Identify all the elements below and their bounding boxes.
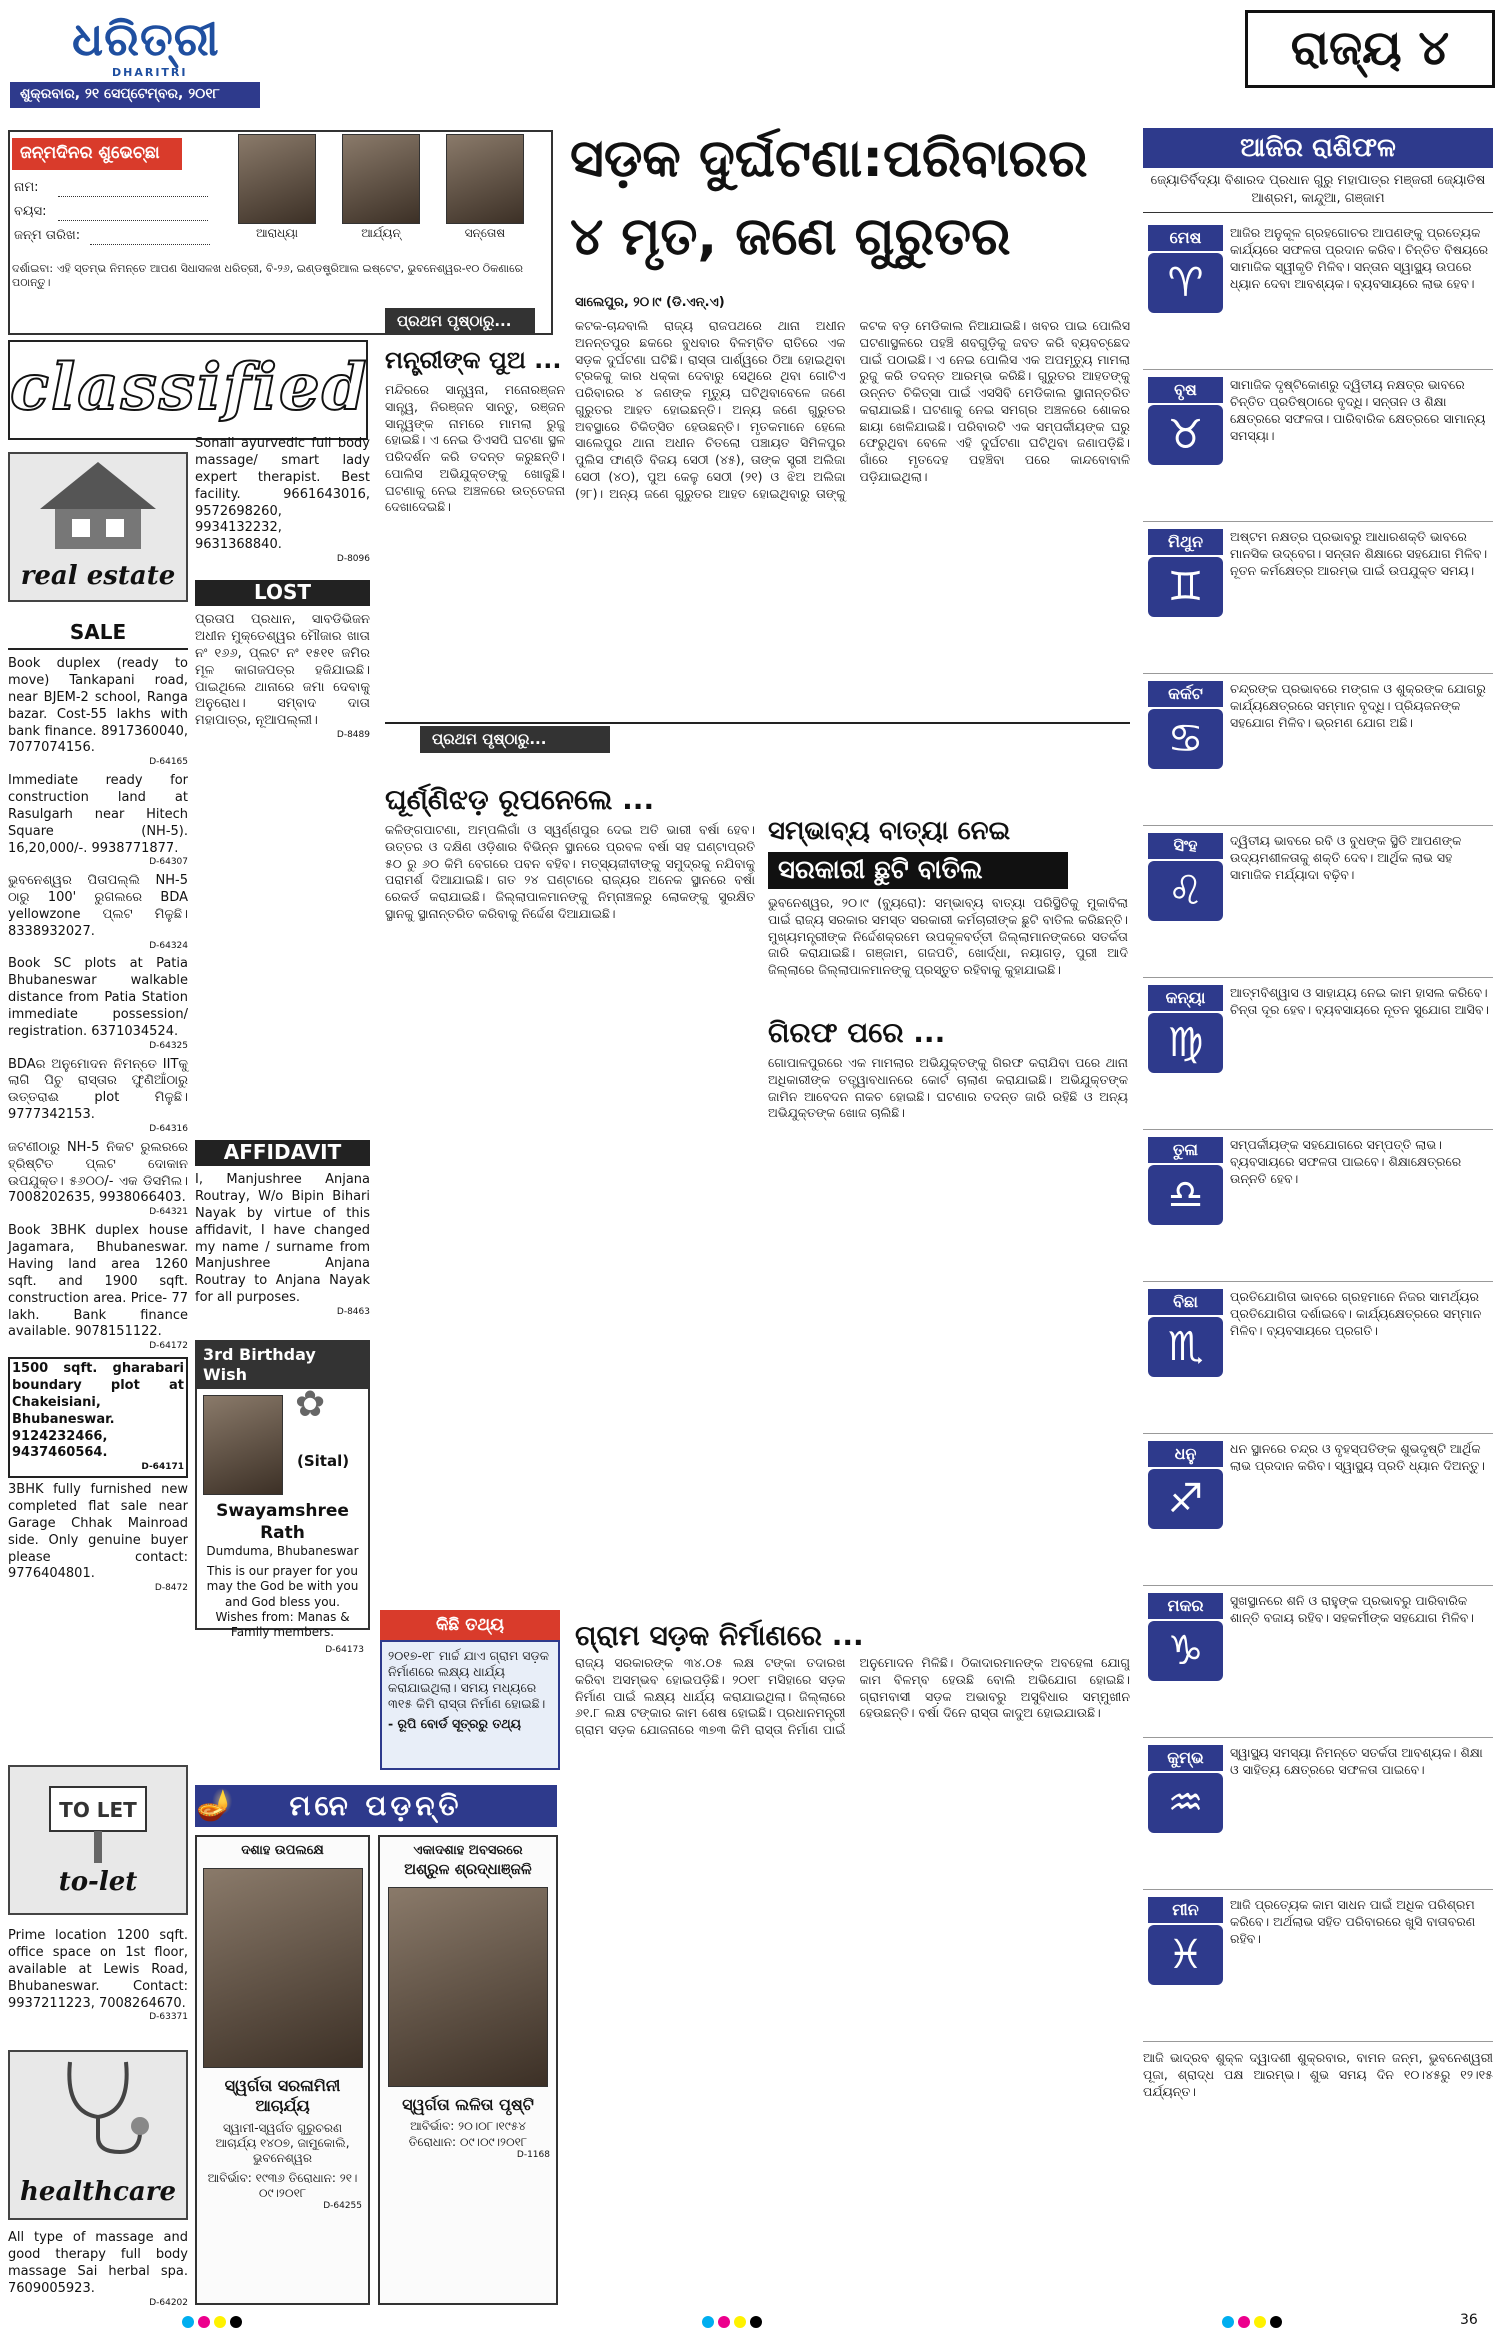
svg-text:TO LET: TO LET (59, 1798, 137, 1822)
massage-ad: Sonali ayurvedic full body massage/ smart lady expert therapist. Best facility. 9661643016, 9572698260, 9934132232, 9631368840. D-8096 (195, 436, 370, 565)
main-headline (570, 120, 1130, 290)
horoscope-sign-12 (1148, 1897, 1223, 1985)
horoscope-sign-name: ସିଂହ (1148, 833, 1223, 859)
horoscope-sign-8 (1148, 1289, 1223, 1377)
birthday-field-dob: ଜନ୍ମ ତାରିଖ: (14, 228, 81, 243)
facts-box-heading: କିଛି ତଥ୍ୟ (380, 1610, 560, 1640)
road-story-body: ରାଜ୍ୟ ସରକାରଙ୍କ ୩୪.୦୫ ଲକ୍ଷ ଟଙ୍କା ତଦାରଖ କରିବା ଅସମ୍ଭବ ହୋଇପଡ଼ିଛି। ୨୦୧୮ ମସିହାରେ ସଡ଼କ ନିର୍ମାଣ ପାଇଁ ଲକ୍ଷ୍ୟ ଧାର୍ଯ୍ୟ କରାଯାଇଥିଲା। ଜିଲ୍ଲାରେ ୬୧.୮ ଲକ୍ଷ ଟଙ୍କାର କାମ ଶେଷ ହୋଇଛି। ପ୍ରଧାନମନ୍ତ୍ରୀ ଗ୍ରାମ ସଡ଼କ ଯୋଜନାରେ ୩୭୩ କିମି ରାସ୍ତା ନିର୍ମାଣ ପାଇଁ ଅନୁମୋଦନ ମିଳିଛି। ଠିକାଦାରମାନଙ୍କ ଅବହେଳା ଯୋଗୁ କାମ ବିଳମ୍ବ ହେଉଛି ବୋଲି ଅଭିଯୋଗ ହୋଇଛି। ଗ୍ରାମବାସୀ ସଡ଼କ ଅଭାବରୁ ଅସୁବିଧାର ସମ୍ମୁଖୀନ ହେଉଛନ୍ତି। ବର୍ଷା ଦିନେ ରାସ୍ତା କାଦୁଅ ହୋଇଯାଉଛି। (575, 1655, 1130, 1737)
horoscope-sign-name: କୁମ୍ଭ (1148, 1745, 1223, 1771)
obituary-left-detail: ସ୍ୱାମୀ-ସ୍ୱର୍ଗତ ଗୁରୁଚରଣ ଆଚାର୍ଯ୍ୟ ୧୪୦୭, ଜାମୁକୋଲି, ଭୁବନେଶ୍ୱର (215, 2120, 350, 2166)
horoscope-sign-5 (1148, 833, 1223, 921)
horoscope-sign-10 (1148, 1593, 1223, 1681)
birthday-photo-1 (238, 134, 316, 224)
birthday-footer: ଦର୍ଶାଇବା: ଏହି ସ୍ତମ୍ଭ ନିମନ୍ତେ ଆପଣ ସିଧାସଳଖ ଧରିତ୍ରୀ, ବି-୨୬, ଇଣ୍ଡଷ୍ଟ୍ରିଆଲ ଇଷ୍ଟେଟ, ଭୁବନେଶ୍ୱର-୧୦ ଠିକଣାରେ ପଠାନ୍ତୁ। (12, 262, 523, 290)
horoscope-text: ଧନ ସ୍ଥାନରେ ଚନ୍ଦ୍ର ଓ ବୃହସ୍ପତିଙ୍କ ଶୁଭଦୃଷ୍ଟି ଆର୍ଥିକ ଲାଭ ପ୍ରଦାନ କରିବ। ସ୍ୱାସ୍ଥ୍ୟ ପ୍ରତି ଧ୍ୟାନ ଦିଅନ୍ତୁ। (1230, 1441, 1485, 1473)
horoscope-text: ସାମାଜିକ ଦୃଷ୍ଟିକୋଣରୁ ଦ୍ୱିତୀୟ ନକ୍ଷତ୍ର ଭାବରେ ଚିନ୍ତିତ ପ୍ରତିଷ୍ଠାରେ ବୃଦ୍ଧି। ସନ୍ତାନ ଓ ଶିକ୍ଷା କ୍ଷେତ୍ରରେ ସଫଳତା। ପାରିବାରିକ କ୍ଷେତ୍ରରେ ସାମାନ୍ୟ ସମସ୍ୟା। (1230, 377, 1486, 443)
lost-ad: ପ୍ରତାପ ପ୍ରଧାନ, ସାବଡିଭିଜନ ଅଧୀନ ମୁକ୍ତେଶ୍ୱର ମୌଜାର ଖାତା ନଂ ୧୬୬, ପ୍ଲଟ ନଂ ୧୫୧୧ ଜମିର ମୂଳ କାଗଜପତ୍ର ହଜିଯାଇଛି। ପାଇଥିଲେ ଥାନାରେ ଜମା ଦେବାକୁ ଅନୁରୋଧ। ସମ୍ବାଦ ଦାତା ମହାପାତ୍ର, ନୂଆପଲ୍ଲୀ। D-8489 (195, 612, 370, 741)
classified-ad: ଜଟଣୀଠାରୁ NH-5 ନିକଟ ରୁଲରରେ ହ୍ରିଷ୍ଟିତ ପ୍ଲଟ ଦୋକାନ ଉପଯୁକ୍ତ। ୫୬୦୦/- ଏକ ଡିସମିଲ। 7008202635, 9938066403. D-64321 (8, 1139, 188, 1218)
birthday-photo-3-caption: ସନ୍ତୋଷ (464, 226, 506, 240)
main-story-body: କଟକ-ଚାନ୍ଦବାଲି ରାଜ୍ୟ ରାଜପଥରେ ଥାନା ଅଧୀନ ଅନନ୍ତପୁର ଛକରେ ବୁଧବାର ବିଳମ୍ବିତ ରାତିରେ ଏକ ସଡ଼କ ଦୁର୍ଘଟଣା ଘଟିଛି। ରାସ୍ତା ପାର୍ଶ୍ୱରେ ଠିଆ ହୋଇଥିବା ଟ୍ରକକୁ କାର ଧକ୍କା ଦେବାରୁ ସେଥିରେ ଥିବା ଗୋଟିଏ ପରିବାରର ୪ ଜଣଙ୍କ ମୃତ୍ୟୁ ଘଟିଥିବାବେଳେ ଜଣେ ଗୁରୁତର ଆହତ ହୋଇଛନ୍ତି। ଅନ୍ୟ ଜଣେ ଗୁରୁତର ଅବସ୍ଥାରେ ଚିକିତ୍ସିତ ହେଉଛନ୍ତି। ମୃତକମାନେ ହେଲେ ସାଲେପୁର ଥାନା ଅଧୀନ ଚିତଲୋ ପଞ୍ଚାୟତ ସିମିଳପୁର ପୁଲିସ ଫାଣ୍ଡି ବିଜୟ ସେଠୀ (୪୫), ତାଙ୍କ ସ୍ତ୍ରୀ ଅଲିଜା ସେଠୀ (୪୦), ପୁଅ କେଳୁ ସେଠୀ (୨୧) ଓ ଝିଅ ଅଲିଜା (୨୮)। ଅନ୍ୟ ଜଣେ ଗୁରୁତର ଆହତ ହୋଇଥିବାରୁ ତାଙ୍କୁ କଟକ ବଡ଼ ମେଡିକାଲ ନିଆଯାଇଛି। ଖବର ପାଇ ପୋଲିସ ଘଟଣାସ୍ଥଳରେ ପହଞ୍ଚି ଶବଗୁଡ଼ିକୁ ଜବତ କରି ବ୍ୟବଚ୍ଛେଦ ପାଇଁ ପଠାଇଛି। ଏ ନେଇ ପୋଲିସ ଏକ ଅପମୃତ୍ୟୁ ମାମଲା ରୁଜୁ କରି ତଦନ୍ତ ଆରମ୍ଭ କରିଛି। ଗୁରୁତର ଆହତଙ୍କୁ ଉନ୍ନତ ଚିକିତ୍ସା ପାଇଁ ଏସସିବି ମେଡିକାଲ ସ୍ଥାନାନ୍ତରିତ କରାଯାଇଛି। ଘଟଣାକୁ ନେଇ ସମଗ୍ର ଅଞ୍ଚଳରେ ଶୋକର ଛାୟା ଖେଳିଯାଇଛି। ପରିବାରଟି ଏକ ସମ୍ପର୍କୀୟଙ୍କ ଘରୁ ଫେରୁଥିବା ବେଳେ ଏହି ଦୁର୍ଘଟଣା ଘଟିଥିବା ଜଣାପଡ଼ିଛି। ଗାଁରେ ମୃତଦେହ ପହଞ୍ଚିବା ପରେ କାନ୍ଦବୋବାଳି ପଡ଼ିଯାଇଥିଲା। (575, 318, 1130, 501)
horoscope-sign-1 (1148, 225, 1223, 313)
minister-story-head: ମନ୍ତ୍ରୀଙ୍କ ପୁଅ ... (385, 346, 562, 374)
main-headline-line-2: ୪ ମୃତ, ଜଣେ ଗୁରୁତର (570, 207, 1011, 267)
obituary-right-name: ସ୍ୱର୍ଗତା ଲଳିତା ପୃଷ୍ଟି (402, 2094, 534, 2114)
horoscope-text: ପ୍ରତିଯୋଗିତା ଭାବରେ ଗ୍ରହମାନେ ନିଜର ସାମର୍ଥ୍ୟର ପ୍ରତିଯୋଗିତା ଦର୍ଶାଇବେ। କାର୍ଯ୍ୟକ୍ଷେତ୍ରରେ ସମ୍ମାନ ମିଳିବ। ବ୍ୟବସାୟରେ ପ୍ରଗତି। (1230, 1289, 1482, 1338)
obituary-left: ଦଶାହ ଉପଲକ୍ଷେ ସ୍ୱର୍ଗତା ସରଳାମିନୀ ଆଚାର୍ଯ୍ୟ ସ୍ୱାମୀ-ସ୍ୱର୍ଗତ ଗୁରୁଚରଣ ଆଚାର୍ଯ୍ୟ ୧୪୦୭, ଜାମୁକୋଲି, ଭୁବନେଶ୍ୱର ଆବିର୍ଭାବ: ୧୯୩୬ ତିରୋଧାନ: ୨୧।୦୯।୨୦୧୮ D-64255 (195, 1835, 370, 2305)
obituary-right-occasion: ଏକାଦଶାହ ଅବସରରେ (413, 1843, 523, 1858)
horoscope-sign-name: ବିଛା (1148, 1289, 1223, 1315)
issue-date: ଶୁକ୍ରବାର, ୨୧ ସେପ୍ଟେମ୍ବର, ୨୦୧୮ (10, 82, 260, 108)
newspaper-logo-sub: DHARITRI (112, 66, 188, 79)
obituary-left-occasion: ଦଶାହ ଉପଲକ୍ଷେ (241, 1843, 324, 1858)
horoscope-sign-name: ମିଥୁନ (1148, 529, 1223, 555)
obituary-right-photo (388, 1887, 548, 2087)
obituary-right: ଏକାଦଶାହ ଅବସରରେ ଅଶ୍ରୁଳ ଶ୍ରଦ୍ଧାଞ୍ଜଳି ସ୍ୱର୍ଗତା ଲଳିତା ପୃଷ୍ଟି ଆବିର୍ଭାବ: ୨୦।୦୮।୧୯୫୪ ତିରୋଧାନ: ୦୯।୦୯।୨୦୧୮ D-1168 (378, 1835, 558, 2305)
to-let-sign-icon (10, 1767, 186, 1867)
horoscope-sign-name: କର୍କଟ (1148, 681, 1223, 707)
page-number: 36 (1460, 2312, 1478, 2328)
healthcare-label: healthcare (20, 2177, 176, 2207)
classified-banner: classified (8, 340, 368, 440)
birthday-wish-place: Dumduma, Bhubaneswar (206, 1544, 359, 1559)
horoscope-sign-3 (1148, 529, 1223, 617)
zodiac-icon: ♓ (1148, 1925, 1223, 1985)
classified-ad: Book SC plots at Patia Bhubaneswar walkable distance from Patia Station immediate possession/ registration. 6371034524. D-64325 (8, 956, 188, 1051)
horoscope-text: ସୁଖସ୍ଥାନରେ ଶନି ଓ ରାହୁଙ୍କ ପ୍ରଭାବରୁ ପାରିବାରିକ ଶାନ୍ତି ବଜାୟ ରହିବ। ସହକର୍ମୀଙ୍କ ସହଯୋଗ ମିଳିବ। (1230, 1593, 1474, 1625)
stethoscope-icon (10, 2052, 186, 2162)
to-let-ad: Prime location 1200 sqft. office space on 1st floor, available at Lewis Road, Bhubaneswar. Contact: 9937211223, 7008264670. D-63371 (8, 1928, 188, 2023)
healthcare-ad: All type of massage and good therapy full body massage Sai herbal spa. 7609005923. D-64202 (8, 2230, 188, 2308)
zodiac-icon: ♋ (1148, 709, 1223, 769)
birthday-header: ଜନ୍ମଦିନର ଶୁଭେଚ୍ଛା (12, 138, 182, 170)
holiday-cancel-head-2: ସରକାରୀ ଛୁଟି ବାତିଲ (768, 852, 1068, 889)
classified-ad: ଭୁବନେଶ୍ୱର ପିତାପଲ୍ଲି NH-5 ଠାରୁ 100' ରୁଗଲରେ BDA yellowzone ପ୍ଲଟ ମିଳୁଛି। 8338932027. D-64324 (8, 873, 188, 951)
zodiac-icon: ♒ (1148, 1773, 1223, 1833)
zodiac-icon: ♑ (1148, 1621, 1223, 1681)
classified-ad: Immediate ready for construction land at Rasulgarh near Hitech Square (NH-5). 16,20,000/-. 9938771877. D-64307 (8, 773, 188, 868)
real-estate-label: real estate (20, 561, 176, 591)
birthday-wish-ad: 3rd Birthday Wish ✿ (Sital) Swayamshree Rath Dumduma, Bhubaneswar This is our prayer for you may the God be with you and God bless you. Wishes from: Manas & Family members. D-64173 (195, 1340, 370, 1630)
zodiac-icon: ♏ (1148, 1317, 1223, 1377)
newspaper-logo: ଧରିତ୍ରୀ (72, 12, 220, 66)
horoscope-sign-2 (1148, 377, 1223, 465)
horoscope-heading: ଆଜିର ରାଶିଫଳ (1143, 128, 1493, 168)
horoscope-sign-11 (1148, 1745, 1223, 1833)
obituary-right-detail: ଆବିର୍ଭାବ: ୨୦।୦୮।୧୯୫୪ ତିରୋଧାନ: ୦୯।୦୯।୨୦୧୮ (408, 2119, 528, 2149)
horoscope-sign-7 (1148, 1137, 1223, 1225)
horoscope-sign-name: କନ୍ୟା (1148, 985, 1223, 1011)
lost-heading: LOST (195, 580, 370, 606)
horoscope-text: ଆତ୍ମବିଶ୍ୱାସ ଓ ସାହାଯ୍ୟ ନେଇ କାମ ହାସଲ କରିବେ। ଚିନ୍ତା ଦୂର ହେବ। ବ୍ୟବସାୟରେ ନୂତନ ସୁଯୋଗ ଆସିବ। (1230, 985, 1489, 1017)
horoscope-text: ଆଜି ପ୍ରତ୍ୟେକ କାମ ସାଧନ ପାଇଁ ଅଧିକ ପରିଶ୍ରମ କରିବେ। ଅର୍ଥଲାଭ ସହିତ ପରିବାରରେ ଖୁସି ବାତାବରଣ ରହିବ। (1230, 1897, 1476, 1946)
horoscope-sign-name: ମକର (1148, 1593, 1223, 1619)
obituary-left-name: ସ୍ୱର୍ଗତା ସରଳାମିନୀ ଆଚାର୍ଯ୍ୟ (224, 2075, 341, 2116)
horoscope-text: ସମ୍ପର୍କୀୟଙ୍କ ସହଯୋଗରେ ସମ୍ପତ୍ତି ଲାଭ। ବ୍ୟବସାୟରେ ସଫଳତା ପାଇବେ। ଶିକ୍ଷାକ୍ଷେତ୍ରରେ ଉନ୍ନତି ହେବ। (1230, 1137, 1462, 1186)
birthday-field-age: ବୟସ: (14, 204, 47, 219)
birthday-wish-heading: 3rd Birthday Wish (197, 1342, 368, 1389)
road-story-head: ଗ୍ରାମ ସଡ଼କ ନିର୍ମାଣରେ ... (575, 1619, 864, 1652)
zodiac-icon: ♎ (1148, 1165, 1223, 1225)
house-icon (10, 454, 186, 554)
horoscope-text: ଅଷ୍ଟମ ନକ୍ଷତ୍ର ପ୍ରଭାବରୁ ଆଧାରଶକ୍ତି ଭାବରେ ମାନସିକ ଉଦ୍ବେଗ। ସନ୍ତାନ ଶିକ୍ଷାରେ ସହଯୋଗ ମିଳିବ। ନୂତନ କର୍ମକ୍ଷେତ୍ର ଆରମ୍ଭ ପାଇଁ ଉପଯୁକ୍ତ ସମୟ। (1230, 529, 1488, 578)
zodiac-icon: ♉ (1148, 405, 1223, 465)
birthday-wish-nickname: (Sital) (297, 1452, 350, 1470)
horoscope-sign-4 (1148, 681, 1223, 769)
birthday-photo-3 (446, 134, 524, 224)
to-let-label: to-let (58, 1867, 138, 1897)
horoscope-sign-9 (1148, 1441, 1223, 1529)
minister-story-body: ମନ୍ଦିରରେ ସାନ୍ତ୍ୱନା, ମନୋରଞ୍ଜନ ସାନ୍ତ୍ୱ, ନିରଞ୍ଜନ ସାନ୍ତୁ, ରଞ୍ଜନ ସାନ୍ତ୍ୱଙ୍କ ନାମରେ ମାମଲା ରୁଜୁ ହୋଇଛି। ଏ ନେଇ ଡିଏସପି ଘଟଣା ସ୍ଥଳ ପରିଦର୍ଶନ କରି ତଦନ୍ତ କରୁଛନ୍ତି। ପୋଲିସ ଅଭିଯୁକ୍ତଙ୍କୁ ଖୋଜୁଛି। ଘଟଣାକୁ ନେଇ ଅଞ୍ଚଳରେ ଉତ୍ତେଜନା ଦେଖାଦେଇଛି। (385, 382, 565, 515)
birthday-photo-2 (342, 134, 420, 224)
zodiac-icon: ♌ (1148, 861, 1223, 921)
holiday-cancel-body: ଭୁବନେଶ୍ୱର, ୨୦।୯ (ବ୍ୟୁରୋ): ସମ୍ଭାବ୍ୟ ବାତ୍ୟା ପରିସ୍ଥିତିକୁ ମୁକାବିଲା ପାଇଁ ରାଜ୍ୟ ସରକାର ସମସ୍ତ ସରକାରୀ କର୍ମଚାରୀଙ୍କ ଛୁଟି ବାତିଲ କରିଛନ୍ତି। ମୁଖ୍ୟମନ୍ତ୍ରୀଙ୍କ ନିର୍ଦ୍ଦେଶକ୍ରମେ ଉପକୂଳବର୍ତ୍ତୀ ଜିଲ୍ଲାମାନଙ୍କରେ ସତର୍କତା ଜାରି କରାଯାଇଛି। ଗଞ୍ଜାମ, ଗଜପତି, ଖୋର୍ଦ୍ଧା, ନୟାଗଡ଼, ପୁରୀ ଆଦି ଜିଲ୍ଲାରେ ଜିଲ୍ଲାପାଳମାନଙ୍କୁ ପ୍ରସ୍ତୁତ ରହିବାକୁ କୁହାଯାଇଛି। (768, 895, 1128, 977)
obituary-left-photo (203, 1868, 363, 2068)
main-story-dateline: ସାଲେପୁର, ୨୦।୯ (ଡି.ଏନ୍.ଏ) (575, 295, 725, 310)
horoscope-footer: ଆଜି ଭାଦ୍ରବ ଶୁକ୍ଳ ଦ୍ୱାଦଶୀ ଶୁକ୍ରବାର, ବାମନ ଜନ୍ମ, ଭୁବନେଶ୍ୱରୀ ପୂଜା, ଶ୍ରାଦ୍ଧ ପକ୍ଷ ଆରମ୍ଭ। ଶୁଭ ସମୟ ଦିନ ୧୦।୪୫ରୁ ୧୨।୧୫ ପର୍ଯ୍ୟନ୍ତ। (1143, 2050, 1493, 2099)
horoscope-sign-name: ମେଷ (1148, 225, 1223, 251)
obituary-left-dates: ଆବିର୍ଭାବ: ୧୯୩୬ ତିରୋଧାନ: ୨୧।୦୯।୨୦୧୮ (207, 2170, 358, 2200)
birthday-photo-1-caption: ଆରାଧ୍ୟା (256, 226, 298, 240)
affidavit-heading: AFFIDAVIT (195, 1140, 370, 1166)
classified-ad-boxed: 1500 sqft. gharabari boundary plot at Chakeisiani, Bhubaneswar. 9124232466, 9437460564. D-64171 (8, 1357, 188, 1478)
main-headline-line-1: ସଡ଼କ ଦୁର୍ଘଟଣା:ପରିବାରର (570, 129, 1088, 189)
horoscope-text: ଦ୍ୱିତୀୟ ଭାବରେ ରବି ଓ ବୁଧଙ୍କ ସ୍ଥିତି ଆପଣଙ୍କ ଉଦ୍ୟମଶୀଳତାକୁ ଶକ୍ତି ଦେବ। ଆର୍ଥିକ ଲାଭ ସହ ସାମାଜିକ ମର୍ଯ୍ୟାଦା ବଢ଼ିବ। (1230, 833, 1462, 882)
page-footer (0, 2310, 1500, 2335)
classified-ad: Book 3BHK duplex house Jagamara, Bhubaneswar. Having land area 1260 sqft. and 1900 sqft. construction area. Price- 77 lakh. Bank finance available. 9078151122. D-64172 (8, 1223, 188, 1352)
horoscope-subheading: ଜ୍ୟୋତିର୍ବିଦ୍ୟା ବିଶାରଦ ପ୍ରଧାନ ଗୁରୁ ମହାପାତ୍ର ମଞ୍ଜରୀ ଜ୍ୟୋତିଷ ଆଶ୍ରମ, କାନ୍ଦୁଆ, ଗଞ୍ଜାମ (1150, 173, 1486, 206)
classified-ad: BDAର ଅନୁମୋଦନ ନିମନ୍ତେ IITକୁ ଲାଗି ପିଚୁ ରାସ୍ତାର ଫୁଣିଆଁଠାରୁ ଉତ୍ତରାଈ plot ମିଳୁଛି। 9777342153. D-64316 (8, 1056, 188, 1135)
arrest-story-body: ଗୋପାଳପୁରରେ ଏକ ମାମଲାର ଅଭିଯୁକ୍ତଙ୍କୁ ଗିରଫ କରାଯିବା ପରେ ଥାନା ଅଧିକାରୀଙ୍କ ତତ୍ତ୍ୱାବଧାନରେ କୋର୍ଟ ଚାଲାଣ କରାଯାଇଛି। ଅଭିଯୁକ୍ତଙ୍କ ଜାମିନ ଆବେଦନ ନାକଚ ହୋଇଛି। ଘଟଣାର ତଦନ୍ତ ଜାରି ରହିଛି ଓ ଅନ୍ୟ ଅଭିଯୁକ୍ତଙ୍କ ଖୋଜ ଚାଲିଛି। (768, 1055, 1128, 1121)
birthday-wish-message: This is our prayer for you may the God be with you and God bless you. Wishes from: Manas & Family members. (206, 1563, 359, 1640)
zodiac-icon: ♐ (1148, 1469, 1223, 1529)
page-section-label: ରାଜ୍ୟ ୪ (1245, 10, 1495, 88)
affidavit-ad: I, Manjushree Anjana Routray, W/o Bipin Bihari Nayak by virtue of this affidavit, I have changed my name / surname from Manjushree Anjana Routray to Anjana Nayak for all purposes. D-8463 (195, 1172, 370, 1318)
remembrance-heading: ମନେ ପଡ଼ନ୍ତି (195, 1785, 557, 1827)
sale-heading: SALE (8, 620, 188, 646)
continued-label-2: ପ୍ରଥମ ପୃଷ୍ଠାରୁ... (420, 726, 610, 753)
facts-box-body: ୨୦୧୭-୧୮ ମାର୍ଚ୍ଚ ଯାଏ ଗ୍ରାମ ସଡ଼କ ନିର୍ମାଣରେ ଲକ୍ଷ୍ୟ ଧାର୍ଯ୍ୟ କରାଯାଇଥିଲା। ସମୟ ମଧ୍ୟରେ ୩୧୫ କିମି ରାସ୍ତା ନିର୍ମାଣ ହୋଇଛି। (388, 1648, 549, 1711)
sale-ads-column (8, 656, 188, 1595)
classified-ad: Book duplex (ready to move) Tankapani road, near BJEM-2 school, Ranga bazar. Cost-55 lakhs with bank finance. 8917360040, 7077074156. D-64165 (8, 656, 188, 768)
obituary-right-subtitle: ଅଶ୍ରୁଳ ଶ୍ରଦ୍ଧାଞ୍ଜଳି (404, 1859, 532, 1878)
horoscope-sign-name: ମୀନ (1148, 1897, 1223, 1923)
zodiac-icon: ♍ (1148, 1013, 1223, 1073)
classified-ad: 3BHK fully furnished new completed flat sale near Garage Chhak Mainroad side. Only genuine buyer please contact: 9776404801. D-8472 (8, 1482, 188, 1594)
horoscope-text: ଚନ୍ଦ୍ରଙ୍କ ପ୍ରଭାବରେ ମଙ୍ଗଳ ଓ ଶୁକ୍ରଙ୍କ ଯୋଗରୁ କାର୍ଯ୍ୟକ୍ଷେତ୍ରରେ ସମ୍ମାନ ବୃଦ୍ଧି। ପ୍ରିୟଜନଙ୍କ ସହଯୋଗ ମିଳିବ। ଭ୍ରମଣ ଯୋଗ ଅଛି। (1230, 681, 1486, 730)
horoscope-sign-name: ତୁଳା (1148, 1137, 1223, 1163)
horoscope-sign-name: ଧନୁ (1148, 1441, 1223, 1467)
color-registration-marks (180, 2316, 244, 2334)
horoscope-text: ଆଜିର ଅନୁକୂଳ ଗ୍ରହଗୋଚର ଆପଣଙ୍କୁ ପ୍ରତ୍ୟେକ କାର୍ଯ୍ୟରେ ସଫଳତା ପ୍ରଦାନ କରିବ। ଚିନ୍ତିତ ବିଷୟରେ ସାମାଜିକ ସ୍ୱୀକୃତି ମିଳିବ। ସନ୍ତାନ ସ୍ୱାସ୍ଥ୍ୟ ଉପରେ ଧ୍ୟାନ ଦେବା ଆବଶ୍ୟକ। ବ୍ୟବସାୟରେ ଲାଭ ହେବ। (1230, 225, 1489, 291)
child-photo (203, 1395, 283, 1495)
cyclone-form-story-body: କଳିଙ୍ଗପାଟଣା, ଅମ୍ପଲିଗାଁ ଓ ସ୍ୱର୍ଣ୍ଣପୁର ଦେଇ ଅତି ଭାରୀ ବର୍ଷା ହେବ। ଉତ୍ତର ଓ ଦକ୍ଷିଣ ଓଡ଼ିଶାର ବିଭିନ୍ନ ସ୍ଥାନରେ ପ୍ରବଳ ବର୍ଷା ସହ ଘଣ୍ଟାପ୍ରତି ୫୦ ରୁ ୬୦ କିମି ବେଗରେ ପବନ ବହିବ। ମତ୍ସ୍ୟଜୀବୀଙ୍କୁ ସମୁଦ୍ରକୁ ନଯିବାକୁ ପରାମର୍ଶ ଦିଆଯାଇଛି। ଗତ ୨୪ ଘଣ୍ଟାରେ ରାଜ୍ୟର ଅନେକ ସ୍ଥାନରେ ବର୍ଷା ରେକର୍ଡ କରାଯାଇଛି। ଜିଲ୍ଲାପାଳମାନଙ୍କୁ ନିମ୍ନାଞ୍ଚଳରୁ ଲୋକଙ୍କୁ ସୁରକ୍ଷିତ ସ୍ଥାନକୁ ସ୍ଥାନାନ୍ତରିତ କରିବାକୁ ନିର୍ଦ୍ଦେଶ ଦିଆଯାଇଛି। (385, 822, 755, 921)
masthead (0, 0, 1500, 120)
birthday-photo-2-caption: ଆର୍ଯ୍ୟନ୍ (361, 226, 401, 240)
birthday-field-name: ନାମ: (14, 180, 39, 195)
lamp-icon: 🪔 (196, 1788, 234, 1823)
facts-box-source: - ରୂପି ବୋର୍ଡ ସୂତ୍ରରୁ ତଥ୍ୟ (388, 1716, 521, 1731)
flower-icon: ✿ (295, 1384, 326, 1425)
horoscope-sign-6 (1148, 985, 1223, 1073)
zodiac-icon: ♈ (1148, 253, 1223, 313)
zodiac-icon: ♊ (1148, 557, 1223, 617)
holiday-cancel-head-1: ସମ୍ଭାବ୍ୟ ବାତ୍ୟା ନେଇ (768, 816, 1011, 846)
facts-box (380, 1640, 560, 1770)
horoscope-text: ସ୍ୱାସ୍ଥ୍ୟ ସମସ୍ୟା ନିମନ୍ତେ ସତର୍କତା ଆବଶ୍ୟକ। ଶିକ୍ଷା ଓ ସାହିତ୍ୟ କ୍ଷେତ୍ରରେ ସଫଳତା ପାଇବେ। (1230, 1745, 1483, 1777)
cyclone-form-story-head: ଘୂର୍ଣ୍ଣିଝଡ଼ ରୂପନେଲେ ... (385, 783, 655, 816)
arrest-story-head: ଗିରଫ ପରେ ... (768, 1016, 946, 1049)
birthday-wish-name: Swayamshree Rath (216, 1500, 349, 1543)
continued-label-1: ପ୍ରଥମ ପୃଷ୍ଠାରୁ... (385, 308, 535, 335)
horoscope-sign-name: ବୃଷ (1148, 377, 1223, 403)
